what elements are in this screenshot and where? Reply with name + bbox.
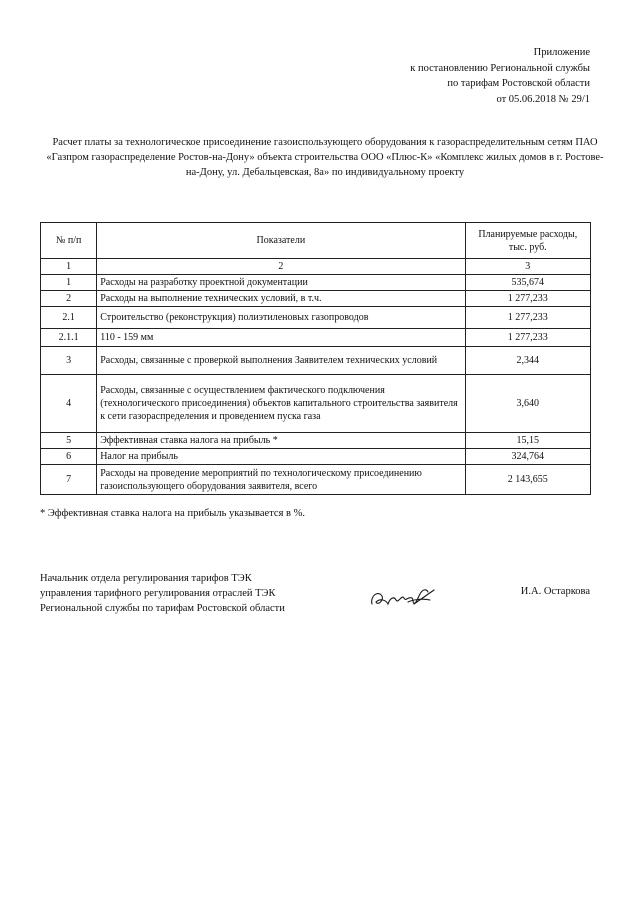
row-num: 1 [41,275,97,291]
footnote: * Эффективная ставка налога на прибыль указывается в %. [40,508,305,519]
header-value: Планируемые расходы, тыс. руб. [465,223,590,259]
row-num: 3 [41,347,97,375]
table-row [41,465,591,495]
row-name: Эффективная ставка налога на прибыль * [97,433,465,449]
table-row [41,329,591,347]
row-num: 2 [41,291,97,307]
row-value: 15,15 [465,433,590,449]
row-value: 2,344 [465,347,590,375]
row-num: 2.1 [41,307,97,329]
table-header-row [41,223,591,259]
appendix-line: к постановлению Региональной службы [410,62,590,74]
appendix-header [410,45,590,107]
table-row [41,291,591,307]
row-name: Расходы на разработку проектной документации [97,275,465,291]
table-row [41,375,591,433]
row-name: Налог на прибыль [97,449,465,465]
numbering-name: 2 [97,259,465,275]
row-num: 5 [41,433,97,449]
handwritten-signature [368,580,438,616]
row-name: Расходы на выполнение технических условий, в т.ч. [97,291,465,307]
row-name: Расходы, связанные с осуществлением фактического подключения (технологического присоединения) объектов капитального строительства заявителя к сети газораспределения и проведением пуска газа [97,375,465,433]
row-num: 7 [41,465,97,495]
table-row [41,347,591,375]
row-value: 324,764 [465,449,590,465]
header-name: Показатели [97,223,465,259]
row-num: 6 [41,449,97,465]
appendix-line: от 05.06.2018 № 29/1 [496,93,590,105]
row-value: 535,674 [465,275,590,291]
row-num: 2.1.1 [41,329,97,347]
row-name: Строительство (реконструкция) полиэтиленовых газопроводов [97,307,465,329]
row-name: Расходы, связанные с проверкой выполнения Заявителем технических условий [97,347,465,375]
header-num: № п/п [41,223,97,259]
signer-line: Региональной службы по тарифам Ростовской области [40,603,285,614]
numbering-value: 3 [465,259,590,275]
table-numbering-row [41,259,591,275]
appendix-line: Приложение [533,47,590,58]
row-num: 4 [41,375,97,433]
row-name: Расходы на проведение мероприятий по технологическому присоединению газоиспользующего оборудования заявителя, всего [97,465,465,495]
row-value: 3,640 [465,375,590,433]
table-row [41,275,591,291]
signer-line: управления тарифного регулирования отраслей ТЭК [40,588,276,599]
cost-table [40,222,591,495]
signer-line: Начальник отдела регулирования тарифов ТЭК [40,573,252,584]
signer-name: И.А. Остаркова [520,586,590,597]
document-title: Расчет платы за технологическое присоединение газоиспользующего оборудования к газораспределительным сетям ПАО «Газпром газораспределение Ростов-на-Дону» объекта строительства ООО «Плюс-К» «Комплекс жилых домов в г. Ростове-на-Дону, ул. Дебальцевская, 8а» по индивидуальному проекту [46,137,604,178]
table-row [41,449,591,465]
table-row [41,307,591,329]
row-name: 110 - 159 мм [97,329,465,347]
row-value: 1 277,233 [465,329,590,347]
row-value: 1 277,233 [465,291,590,307]
row-value: 2 143,655 [465,465,590,495]
table-row [41,433,591,449]
signer-position [40,571,285,616]
row-value: 1 277,233 [465,307,590,329]
appendix-line: по тарифам Ростовской области [447,78,590,89]
numbering-num: 1 [41,259,97,275]
